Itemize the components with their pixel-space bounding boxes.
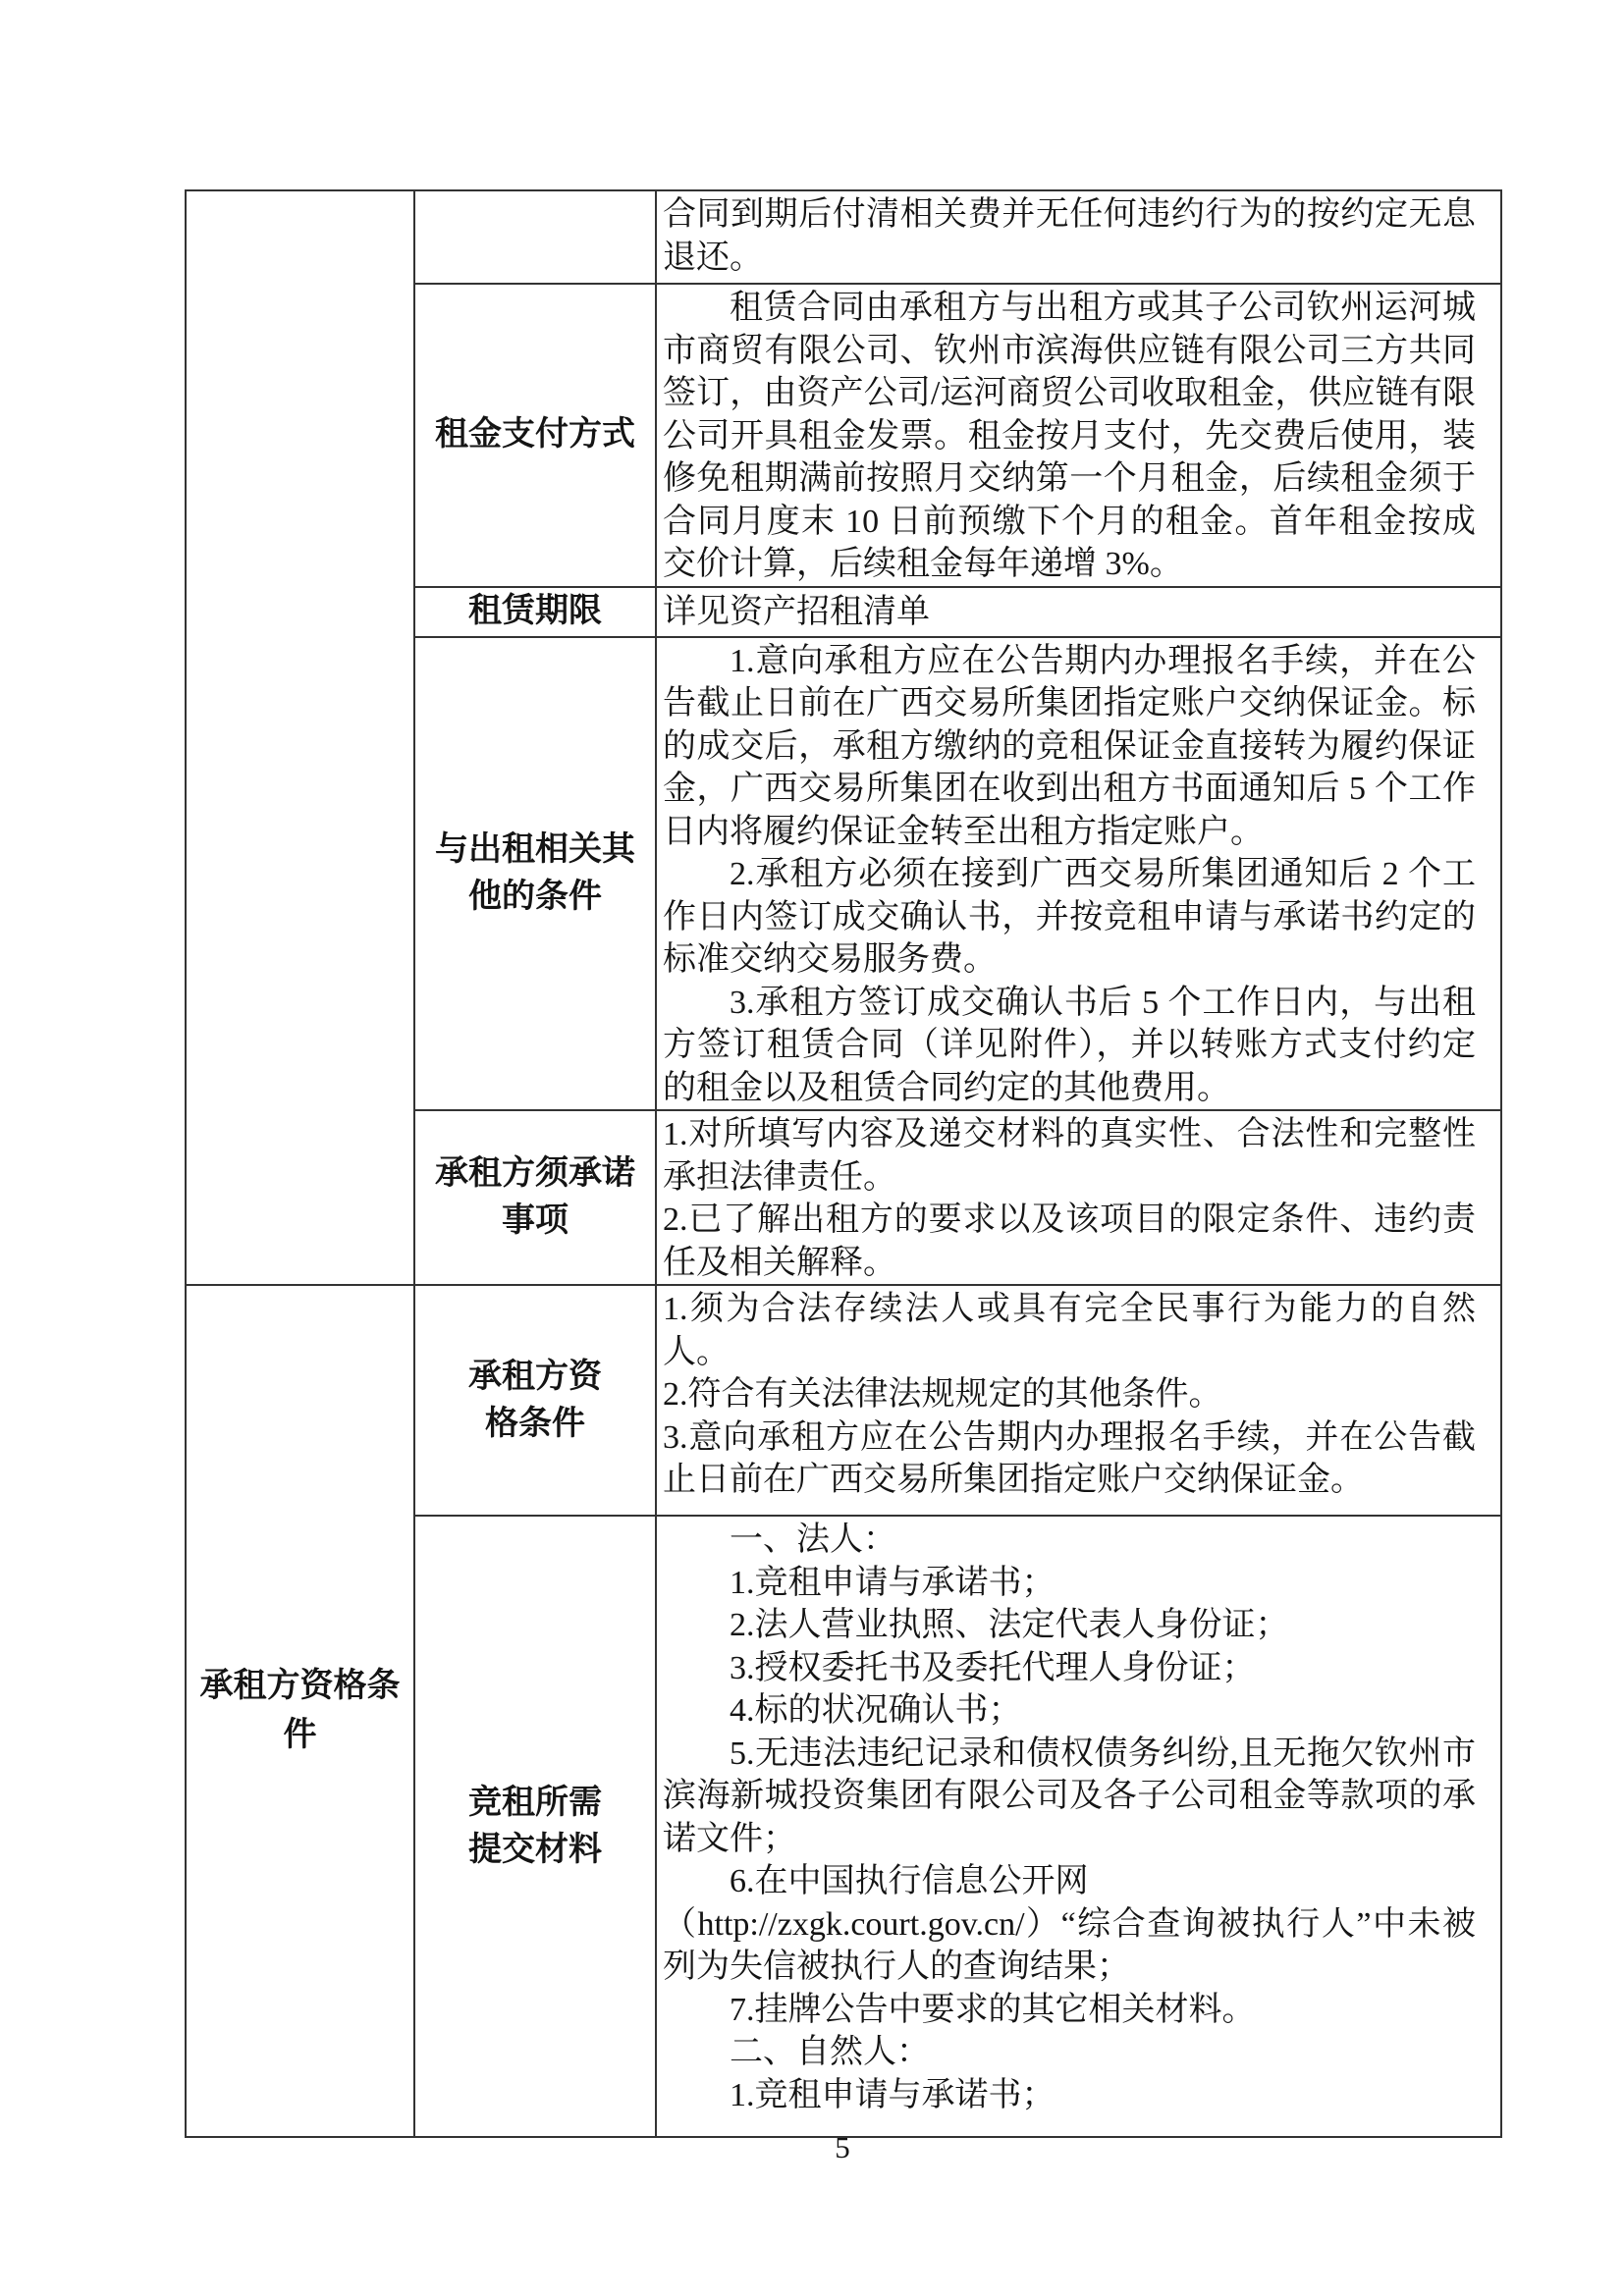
paragraph: 合同到期后付清相关费并无任何违约行为的按约定无息退还。: [663, 196, 1476, 276]
row-label-lease-term: [414, 587, 656, 637]
row-label-cell-empty: [414, 190, 656, 284]
row-label-bidding-materials: [414, 1516, 656, 2137]
table-row: [186, 1285, 1501, 1516]
paragraph: 1.须为合法存续法人或具有完全民事行为能力的自然人。: [663, 1291, 1476, 1370]
paragraph: 一、法人：: [730, 1522, 896, 1558]
row-content-lessee-commitments: [656, 1110, 1501, 1285]
paragraph: 1.对所填写内容及递交材料的真实性、合法性和完整性承担法律责任。: [663, 1116, 1476, 1196]
paragraph: 1.竞租申请与承诺书；: [730, 1564, 1056, 1601]
paragraph: 2.法人营业执照、法定代表人身份证；: [730, 1607, 1289, 1643]
paragraph: 3.授权委托书及委托代理人身份证；: [730, 1649, 1256, 1686]
page-number: 5: [835, 2130, 850, 2164]
row-content-lease-term: [656, 587, 1501, 637]
row-label-lessee-commitments: [414, 1110, 656, 1285]
row-content-lessee-qualification: [656, 1285, 1501, 1516]
paragraph: （http://zxgk.court.gov.cn/）“综合查询被执行人”中未被列为失信被执行人的查询结果；: [663, 1905, 1476, 1985]
label-line: 租赁期限: [468, 593, 602, 629]
document-table: [185, 189, 1502, 2138]
category-cell-lessee-qualification: [186, 1285, 414, 2137]
paragraph: 1.竞租申请与承诺书；: [730, 2076, 1056, 2113]
label-line: 与出租相关其: [435, 830, 635, 868]
category-cell-empty: [186, 190, 414, 1285]
label-line: 承租方须承诺: [435, 1155, 635, 1192]
label-line: 竞租所需: [468, 1784, 602, 1821]
row-content-other-lease-conditions: [656, 637, 1501, 1111]
paragraph: 2.已了解出租方的要求以及该项目的限定条件、违约责任及相关解释。: [663, 1201, 1476, 1281]
row-label-lessee-qualification: [414, 1285, 656, 1516]
label-line: 提交材料: [468, 1831, 602, 1868]
paragraph: 5.无违法违纪记录和债权债务纠纷,且无拖欠钦州市滨海新城投资集团有限公司及各子公司租金等款项的承诺文件；: [663, 1735, 1476, 1857]
paragraph: 2.承租方必须在接到广西交易所集团通知后 2 个工作日内签订成交确认书，并按竞租申请与承诺书约定的标准交纳交易服务费。: [663, 856, 1476, 978]
paragraph: 二、自然人：: [730, 2034, 930, 2070]
label-line: 他的条件: [468, 878, 602, 915]
paragraph: 3.承租方签订成交确认书后 5 个工作日内，与出租方签订租赁合同（详见附件），并以转账方式支付约定的租金以及租赁合同约定的其他费用。: [663, 984, 1476, 1106]
paragraph: 详见资产招租清单: [663, 594, 930, 631]
paragraph: 2.符合有关法律法规规定的其他条件。: [663, 1376, 1222, 1413]
label-line: 件: [283, 1717, 317, 1753]
label-line: 承租方资: [468, 1358, 602, 1395]
paragraph: 3.意向承租方应在公告期内办理报名手续，并在公告截止日前在广西交易所集团指定账户交纳保证金。: [663, 1418, 1476, 1498]
row-label-other-lease-conditions: [414, 637, 656, 1111]
label-line: 承租方资格条: [199, 1668, 401, 1704]
paragraph: 4.标的状况确认书；: [730, 1692, 1022, 1729]
paragraph: 7.挂牌公告中要求的其它相关材料。: [730, 1991, 1256, 2028]
paragraph: 租赁合同由承租方与出租方或其子公司钦州运河城市商贸有限公司、钦州市滨海供应链有限公司三方共同签订，由资产公司/运河商贸公司收取租金，供应链有限公司开具租金发票。租金按月支付，先交费后使用，装修免租期满前按照月交纳第一个月租金，后续租金须于合同月度末 10 日前预缴下个月的租金。首年租金按成交价计算，后续租金每年递增 3%。: [663, 290, 1476, 582]
label-line: 格条件: [485, 1405, 585, 1442]
row-content-bidding-materials: [656, 1516, 1501, 2137]
row-label-rent-payment-method: [414, 284, 656, 587]
table-row: [186, 190, 1501, 284]
paragraph: 1.意向承租方应在公告期内办理报名手续，并在公告截止日前在广西交易所集团指定账户交纳保证金。标的成交后，承租方缴纳的竞租保证金直接转为履约保证金，广西交易所集团在收到出租方书面通知后 5 个工作日内将履约保证金转至出租方指定账户。: [663, 642, 1476, 850]
paragraph: 6.在中国执行信息公开网: [730, 1863, 1089, 1899]
label-line: 事项: [502, 1202, 568, 1239]
label-line: 租金支付方式: [435, 416, 635, 454]
row-content-rent-payment-method: [656, 284, 1501, 587]
row-content-deposit-refund: [656, 190, 1501, 284]
